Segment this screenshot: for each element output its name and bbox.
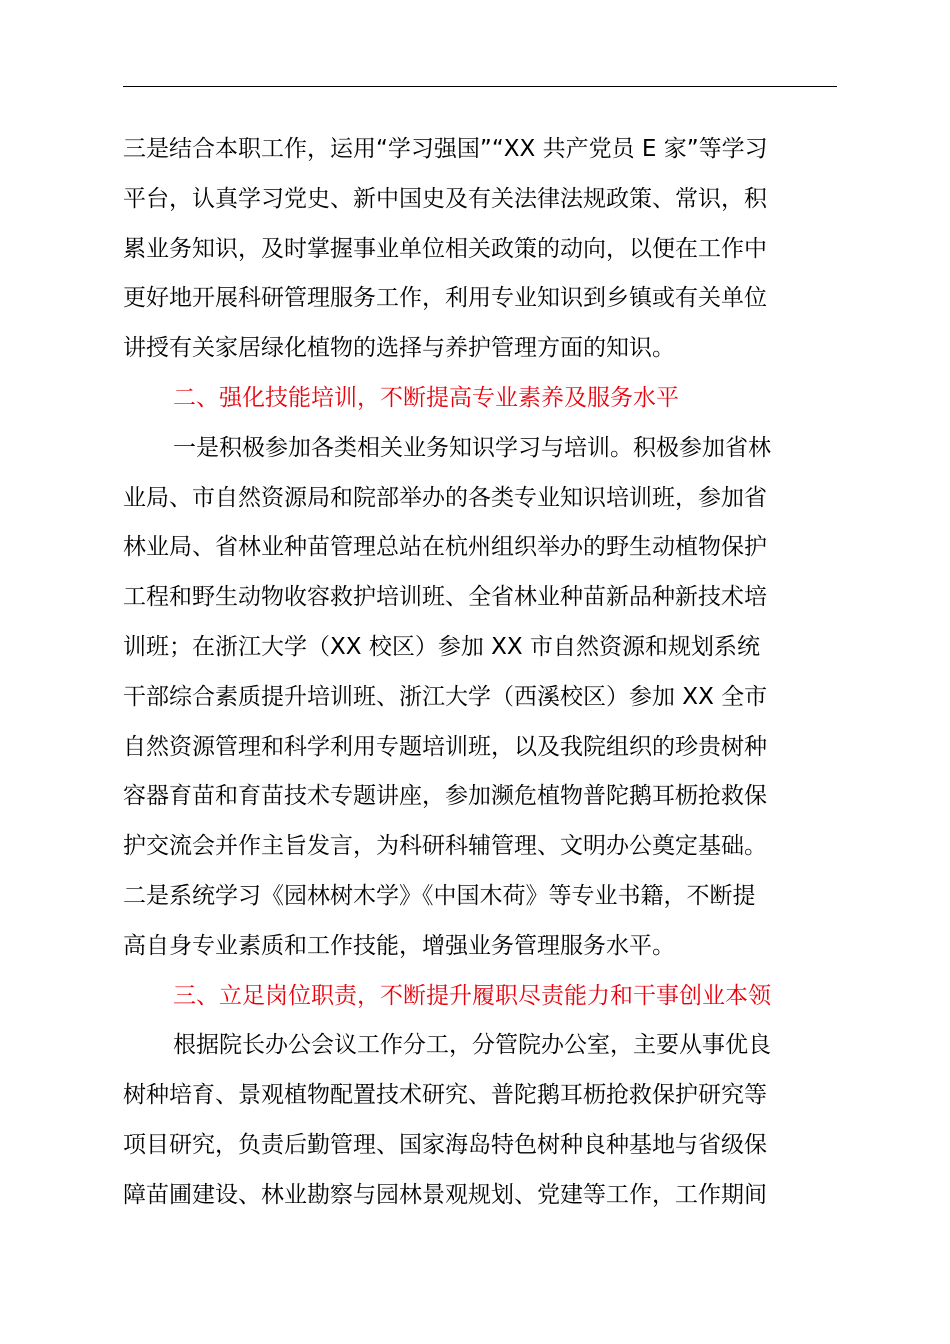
body-line: 容器育苗和育苗技术专题讲座，参加濒危植物普陀鹅耳枥抢救保: [123, 783, 767, 810]
body-line: 更好地开展科研管理服务工作，利用专业知识到乡镇或有关单位: [123, 285, 767, 312]
body-line: 高自身专业素质和工作技能，增强业务管理服务水平。: [123, 932, 675, 959]
body-line: 护交流会并作主旨发言，为科研科辅管理、文明办公奠定基础。: [123, 833, 767, 860]
paragraph-first-line: 根据院长办公会议工作分工，分管院办公室，主要从事优良: [173, 1032, 771, 1059]
body-line: 讲授有关家居绿化植物的选择与养护管理方面的知识。: [123, 335, 675, 362]
body-line: 干部综合素质提升培训班、浙江大学（西溪校区）参加 XX 全市: [123, 683, 768, 710]
body-line: 树种培育、景观植物配置技术研究、普陀鹅耳枥抢救保护研究等: [123, 1082, 767, 1109]
body-line: 自然资源管理和科学利用专题培训班，以及我院组织的珍贵树种: [123, 733, 767, 760]
body-line: 障苗圃建设、林业勘察与园林景观规划、党建等工作，工作期间: [123, 1181, 767, 1208]
body-line: 三是结合本职工作，运用“学习强国”“XX 共产党员 E 家”等学习: [123, 136, 768, 162]
body-line: 业局、市自然资源局和院部举办的各类专业知识培训班，参加省: [123, 484, 767, 511]
header-rule: [123, 86, 837, 87]
section-heading-3: 三、立足岗位职责，不断提升履职尽责能力和干事创业本领: [173, 982, 771, 1009]
document-body: [123, 125, 837, 1221]
body-line: 工程和野生动物收容救护培训班、全省林业种苗新品种新技术培: [123, 584, 767, 611]
section-heading-2: 二、强化技能培训，不断提高专业素养及服务水平: [173, 384, 679, 411]
body-line: 训班；在浙江大学（XX 校区）参加 XX 市自然资源和规划系统: [123, 633, 760, 660]
body-line: 二是系统学习《园林树木学》《中国木荷》等专业书籍，不断提: [123, 882, 756, 909]
body-line: 林业局、省林业种苗管理总站在杭州组织举办的野生动植物保护: [123, 534, 767, 561]
body-line: 项目研究，负责后勤管理、国家海岛特色树种良种基地与省级保: [123, 1131, 767, 1158]
paragraph-first-line: 一是积极参加各类相关业务知识学习与培训。积极参加省林: [173, 434, 771, 461]
body-line: 平台，认真学习党史、新中国史及有关法律法规政策、常识，积: [123, 185, 767, 212]
body-line: 累业务知识，及时掌握事业单位相关政策的动向，以便在工作中: [123, 235, 767, 262]
